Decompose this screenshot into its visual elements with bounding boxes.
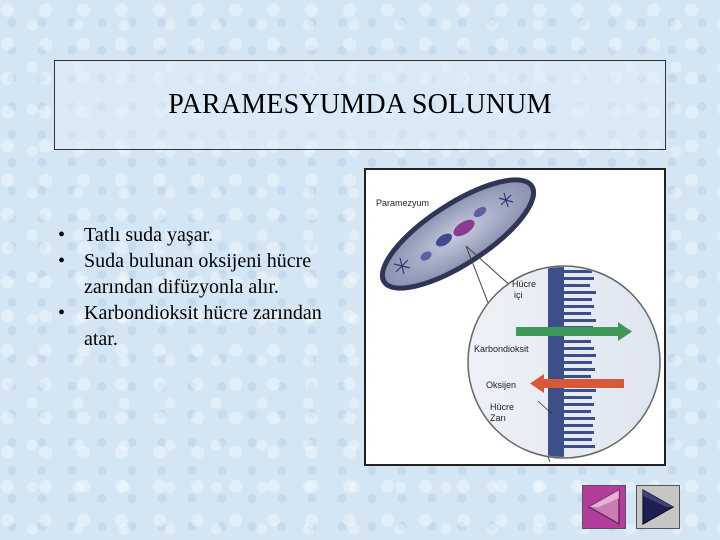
label-hucre-zari-1: Hücre (490, 402, 515, 412)
triangle-left-icon (583, 486, 625, 528)
paramecium-figure (364, 168, 666, 466)
bullet-item: • Suda bulunan oksijeni hücre zarından difüzyonla alır. (58, 248, 348, 300)
cell-membrane (548, 260, 564, 464)
label-paramezyum: Paramezyum (376, 198, 430, 208)
label-hucre-ici-2: içi (514, 290, 523, 300)
slide-title: PARAMESYUMDA SOLUNUM (168, 89, 552, 120)
bullet-list (58, 222, 348, 352)
slide-title-box (54, 60, 666, 150)
bullet-item: • Karbondioksit hücre zarından atar. (58, 300, 348, 352)
magnified-cell (468, 260, 660, 464)
triangle-right-icon (637, 486, 679, 528)
next-slide-button[interactable] (636, 485, 680, 529)
bullet-item: • Tatlı suda yaşar. (58, 222, 348, 248)
paramecium-diagram (366, 170, 664, 464)
label-karbondioksit: Karbondioksit (474, 344, 529, 354)
label-oksijen: Oksijen (486, 380, 517, 390)
label-hucre-zari-2: Zarı (490, 413, 507, 423)
label-hucre-ici-1: Hücre (512, 279, 537, 289)
previous-slide-button[interactable] (582, 485, 626, 529)
